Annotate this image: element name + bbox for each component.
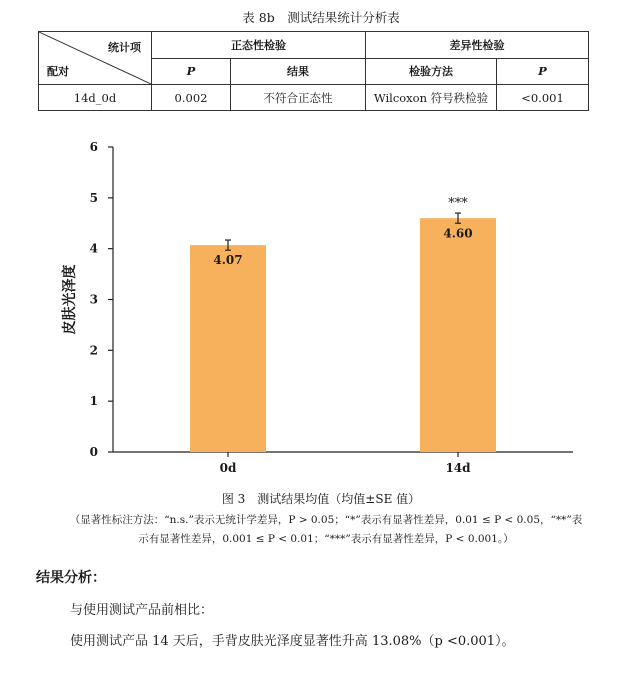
group-difference-header: 差异性检验 bbox=[366, 32, 589, 59]
y-tick-label: 6 bbox=[89, 140, 98, 154]
corner-top-label: 统计项 bbox=[108, 41, 141, 54]
col-method: 检验方法 bbox=[366, 58, 497, 85]
data-label: 4.07 bbox=[213, 253, 243, 268]
y-tick-label: 2 bbox=[89, 343, 98, 358]
y-axis-label: 皮肤光泽度 bbox=[62, 264, 78, 335]
analysis-line-1: 与使用测试产品前相比： bbox=[70, 603, 214, 618]
y-tick-label: 4 bbox=[89, 241, 98, 256]
y-tick-label: 3 bbox=[89, 292, 98, 307]
figure-caption: 图 3 测试结果均值（均值±SE 值） bbox=[221, 492, 421, 506]
corner-bottom-label: 配对 bbox=[47, 65, 69, 78]
group-normality-header: 正态性检验 bbox=[152, 32, 366, 59]
bar-chart bbox=[0, 130, 642, 480]
col-result: 结果 bbox=[231, 58, 366, 85]
bar bbox=[190, 245, 266, 452]
figure-note bbox=[52, 511, 600, 549]
figure-note-line-1: （显著性标注方法：“n.s.”表示无统计学差异，P > 0.05；“*”表示有显著性差异，0.01 ≤ P < 0.05，“**”表 bbox=[69, 514, 583, 526]
col-p-normality: P bbox=[152, 58, 231, 85]
cell-p-difference: <0.001 bbox=[497, 85, 589, 111]
cell-result: 不符合正态性 bbox=[231, 85, 366, 111]
y-tick-label: 1 bbox=[89, 394, 98, 409]
col-p-difference: P bbox=[497, 58, 589, 85]
table-row bbox=[39, 85, 589, 111]
analysis-line-2: 使用测试产品 14 天后，手背皮肤光泽度显著性升高 13.08%（p <0.001）。 bbox=[70, 634, 515, 649]
x-tick-label: 0d bbox=[219, 461, 237, 475]
cell-method: Wilcoxon 符号秩检验 bbox=[366, 85, 497, 111]
x-tick-label: 14d bbox=[445, 461, 471, 475]
cell-p-normality: 0.002 bbox=[152, 85, 231, 111]
table-title: 表 8b 测试结果统计分析表 bbox=[242, 10, 400, 25]
significance-marker: *** bbox=[448, 196, 468, 212]
y-tick-label: 0 bbox=[89, 445, 98, 459]
figure-note-line-2: 示有显著性差异，0.001 ≤ P < 0.01；“***”表示有显著性差异，P < 0.001。） bbox=[138, 533, 514, 545]
y-tick-label: 5 bbox=[89, 190, 98, 205]
analysis-title: 结果分析： bbox=[36, 570, 106, 586]
cell-pair: 14d_0d bbox=[39, 85, 152, 111]
bar bbox=[420, 218, 496, 452]
data-label: 4.60 bbox=[443, 226, 473, 241]
stats-table bbox=[38, 31, 589, 111]
table-corner-cell bbox=[39, 32, 152, 85]
